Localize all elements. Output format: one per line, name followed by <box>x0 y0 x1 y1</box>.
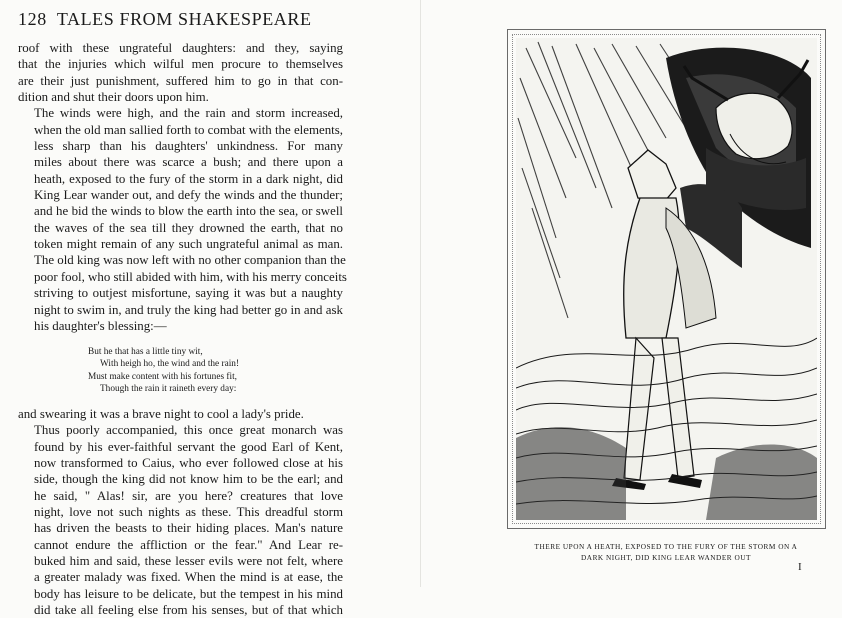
verse-line: Though the rain it raineth every day: <box>100 383 237 394</box>
running-head <box>18 9 312 30</box>
text-line: has driven the beasts to their hiding places. Man's nature <box>34 521 343 536</box>
text-line: and swearing it was a brave night to cool a lady's pride. <box>18 407 304 421</box>
text-line: when the old man sallied forth to combat with the elements, <box>34 122 343 137</box>
text-line: the waves of the sea till they drowned the earth, that no <box>34 220 343 235</box>
text-line: a greater malady was fixed. When the mind is at ease, the <box>34 570 343 585</box>
text-line: he said, " Alas! sir, are you here? creatures that love <box>34 488 343 503</box>
text-line: less sharp than his daughters' unkindness. For many <box>34 139 343 154</box>
text-line: found by his ever-faithful servant the good Earl of Kent, <box>34 439 343 454</box>
paragraph-4 <box>18 422 343 618</box>
verse-line: Must make content with his fortunes fit, <box>88 371 237 382</box>
text-line: Thus poorly accompanied, this once great monarch was <box>34 423 343 438</box>
caption-line: THERE UPON A HEATH, EXPOSED TO THE FURY OF THE STORM ON A <box>534 542 798 551</box>
text-line: night, love not such nights as these. This dreadful storm <box>34 505 343 520</box>
text-line: The old king was now left with no other companion than the <box>34 253 346 268</box>
text-line: striving to outjest misfortune, saying it was but a naughty <box>34 286 343 301</box>
paragraph-3 <box>18 406 343 422</box>
text-line: night to swim in, and truly the king had better go in and ask <box>34 302 343 317</box>
running-title: TALES FROM SHAKESPEARE <box>56 9 312 29</box>
paragraph-2 <box>18 105 347 334</box>
illustration-caption <box>517 541 815 563</box>
text-line: cannot endure the affliction or the fear." And Lear re- <box>34 537 343 552</box>
king-lear-figure <box>684 60 808 210</box>
text-line: miles about there was scarce a bush; and there upon a <box>34 155 343 170</box>
text-line: did take all feeling else from his senses, but of that which <box>34 603 343 618</box>
text-line: his daughter's blessing:— <box>34 318 167 333</box>
text-line: The winds were high, and the rain and storm increased, <box>34 106 343 121</box>
text-line: side, though the king did not know him to be the earl; and <box>34 472 343 487</box>
body-text <box>18 40 347 618</box>
text-line: roof with these ungrateful daughters: and they, saying <box>18 41 343 55</box>
caption-line: DARK NIGHT, DID KING LEAR WANDER OUT <box>581 553 751 562</box>
plate-folio: I <box>798 561 802 573</box>
text-line: dition and shut their doors upon him. <box>18 90 209 105</box>
king-lear-storm-illustration <box>516 38 817 520</box>
text-line: are their just punishment, suffered him to go in that con- <box>18 73 343 88</box>
left-page <box>0 0 420 618</box>
verse-line: But he that has a little tiny wit, <box>88 347 203 358</box>
text-line: now transformed to Caius, who ever followed close at his <box>34 456 343 471</box>
text-line: buked him and said, these lesser evils were not felt, where <box>34 554 343 569</box>
paragraph-1 <box>18 40 343 105</box>
text-line: token might remain of any such ungrateful animal as man. <box>34 237 343 252</box>
text-line: and he bid the winds to blow the earth into the sea, or swell <box>34 204 343 219</box>
text-line: King Lear wander out, and defy the winds and the thunder; <box>34 188 343 203</box>
fool-figure <box>612 150 742 490</box>
verse-line: With heigh ho, the wind and the rain! <box>100 359 240 370</box>
text-line: that the injuries which wilful men procure to themselves <box>18 57 343 72</box>
illustration-plate <box>507 29 826 529</box>
text-line: heath, exposed to the fury of the storm in a dark night, did <box>34 171 343 186</box>
text-line: body has leisure to be delicate, but the tempest in his mind <box>34 586 343 601</box>
text-line: poor fool, who still abided with him, with his merry conceits <box>34 269 347 284</box>
page-number: 128 <box>18 9 47 29</box>
song-verse <box>88 346 343 395</box>
right-page <box>421 0 842 587</box>
